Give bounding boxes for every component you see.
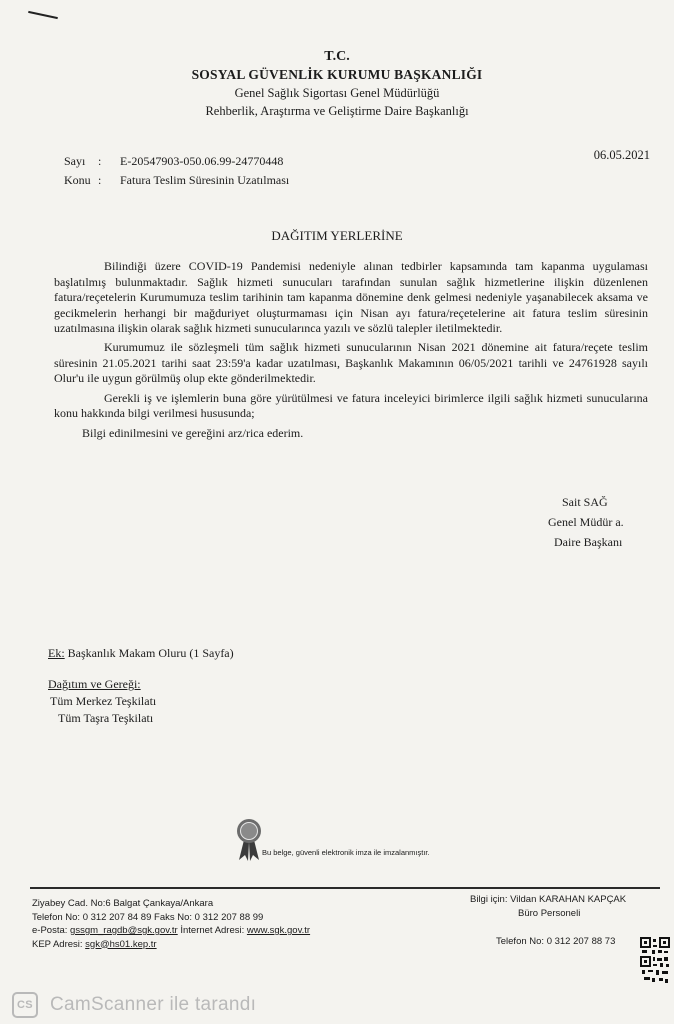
attachment-text: Başkanlık Makam Oluru (1 Sayfa): [64, 646, 234, 660]
body-paragraph-4: Bilgi edinilmesini ve gereğini arz/rica ederim.: [82, 425, 304, 440]
qr-code-icon: [640, 937, 670, 985]
body-paragraph-3: Gerekli iş ve işlemlerin buna göre yürütülmesi ve fatura inceleyici birimlerce ilgili sağlık hizmeti sunucularına konu hakkında bilgi verilmesi hususunda;: [54, 390, 648, 421]
konu-label: Konu: [64, 173, 91, 187]
footer-contact: [32, 897, 310, 951]
sayi-colon: :: [98, 154, 102, 168]
footer-divider: [30, 887, 660, 889]
body-paragraph-1: Bilindiği üzere COVID-19 Pandemisi nedeniyle alınan tedbirler kapsamında tam kapanma uygulaması başlatılmış bulunmaktadır. Sağlık hizmeti sunucuları tarafından sunulan sağlık hizmetlerine ilişkin düzenlenen fatura/reçetelerin Kurumumuza teslim tarihinin tam kapanma dönemine denk gelmesi nedeniyle yaşanabilecek aksama ve gecikmelerin herhangi bir mağduriyet oluşturmaması için Nisan ayı fatura/reçetelerine ait fatura teslim süresinin uzatılmasına ilişkin olarak sağlık hizmeti sunucularınca yazılı ve sözlü talepler iletilmektedir.: [54, 259, 648, 336]
header-institution: SOSYAL GÜVENLİK KURUMU BAŞKANLIĞI: [191, 67, 483, 82]
header-tc: T.C.: [324, 49, 350, 64]
camscanner-logo-icon: CS: [12, 992, 38, 1018]
esign-note: Bu belge, güvenli elektronik imza ile imzalanmıştır.: [262, 848, 430, 857]
signatory-name: Sait SAĞ: [562, 495, 608, 509]
signatory-title-2: Daire Başkanı: [554, 535, 623, 549]
letter-body: [54, 259, 648, 442]
signatory-title-1: Genel Müdür a.: [548, 515, 624, 529]
konu-row: [64, 171, 289, 190]
distribution-block: [48, 676, 156, 727]
pen-mark: [28, 11, 58, 19]
web-label: İnternet Adresi:: [177, 925, 247, 936]
konu-value: Fatura Teslim Süresinin Uzatılması: [120, 173, 290, 187]
attachment-label: Ek:: [48, 646, 65, 660]
body-paragraph-2: Kurumumuz ile sözleşmeli tüm sağlık hizmeti sunucularının Nisan 2021 dönemine ait fatura/reçete teslim süresinin 21.05.2021 tarihi saat 23:59'a kadar uzatılması, Başkanlık Makamının 06/05/2021 tarihli ve 24761928 sayılı Olur'u ile uygun görülmüş olup ekte gönderilmektedir.: [54, 339, 648, 386]
header-department: Rehberlik, Araştırma ve Geliştirme Daire Başkanlığı: [205, 104, 469, 118]
web-link[interactable]: www.sgk.gov.tr: [246, 925, 311, 936]
kep-label: KEP Adresi:: [32, 938, 86, 950]
info-contact: Bilgi için: Vildan KARAHAN KAPÇAK: [470, 894, 627, 905]
kep-link[interactable]: sgk@hs01.kep.tr: [85, 938, 157, 950]
watermark-text: CamScanner ile tarandı: [50, 994, 257, 1015]
info-title: Büro Personeli: [518, 908, 581, 919]
footer-info: [470, 893, 626, 921]
sayi-row: [64, 152, 289, 171]
distribution-item: Tüm Merkez Teşkilatı: [50, 694, 157, 708]
distribution-title: DAĞITIM YERLERİNE: [271, 228, 403, 243]
sayi-value: E-20547903-050.06.99-24770448: [120, 154, 284, 168]
header-directorate: Genel Sağlık Sigortası Genel Müdürlüğü: [234, 86, 440, 100]
footer-email-web: [32, 924, 310, 938]
letterhead: [0, 48, 674, 120]
distribution-item: Tüm Taşra Teşkilatı: [58, 711, 154, 725]
email-link[interactable]: gssgm_ragdb@sgk.gov.tr: [70, 925, 178, 936]
distribution-heading: Dağıtım ve Gereği:: [48, 677, 141, 691]
footer-phone-fax: Telefon No: 0 312 207 84 89 Faks No: 0 312 207 88 99: [32, 911, 264, 923]
sayi-label: Sayı: [64, 154, 86, 168]
info-phone: Telefon No: 0 312 207 88 73: [496, 936, 616, 947]
document-date: 06.05.2021: [593, 148, 650, 162]
attachment-line: [48, 646, 234, 661]
footer-address: Ziyabey Cad. No:6 Balgat Çankaya/Ankara: [32, 898, 214, 909]
scanner-watermark: [0, 986, 674, 1024]
footer-kep: [32, 938, 310, 952]
rosette-seal-icon: [236, 818, 262, 862]
konu-colon: :: [98, 173, 102, 187]
email-label: e-Posta:: [32, 925, 71, 936]
document-meta: [64, 152, 289, 190]
